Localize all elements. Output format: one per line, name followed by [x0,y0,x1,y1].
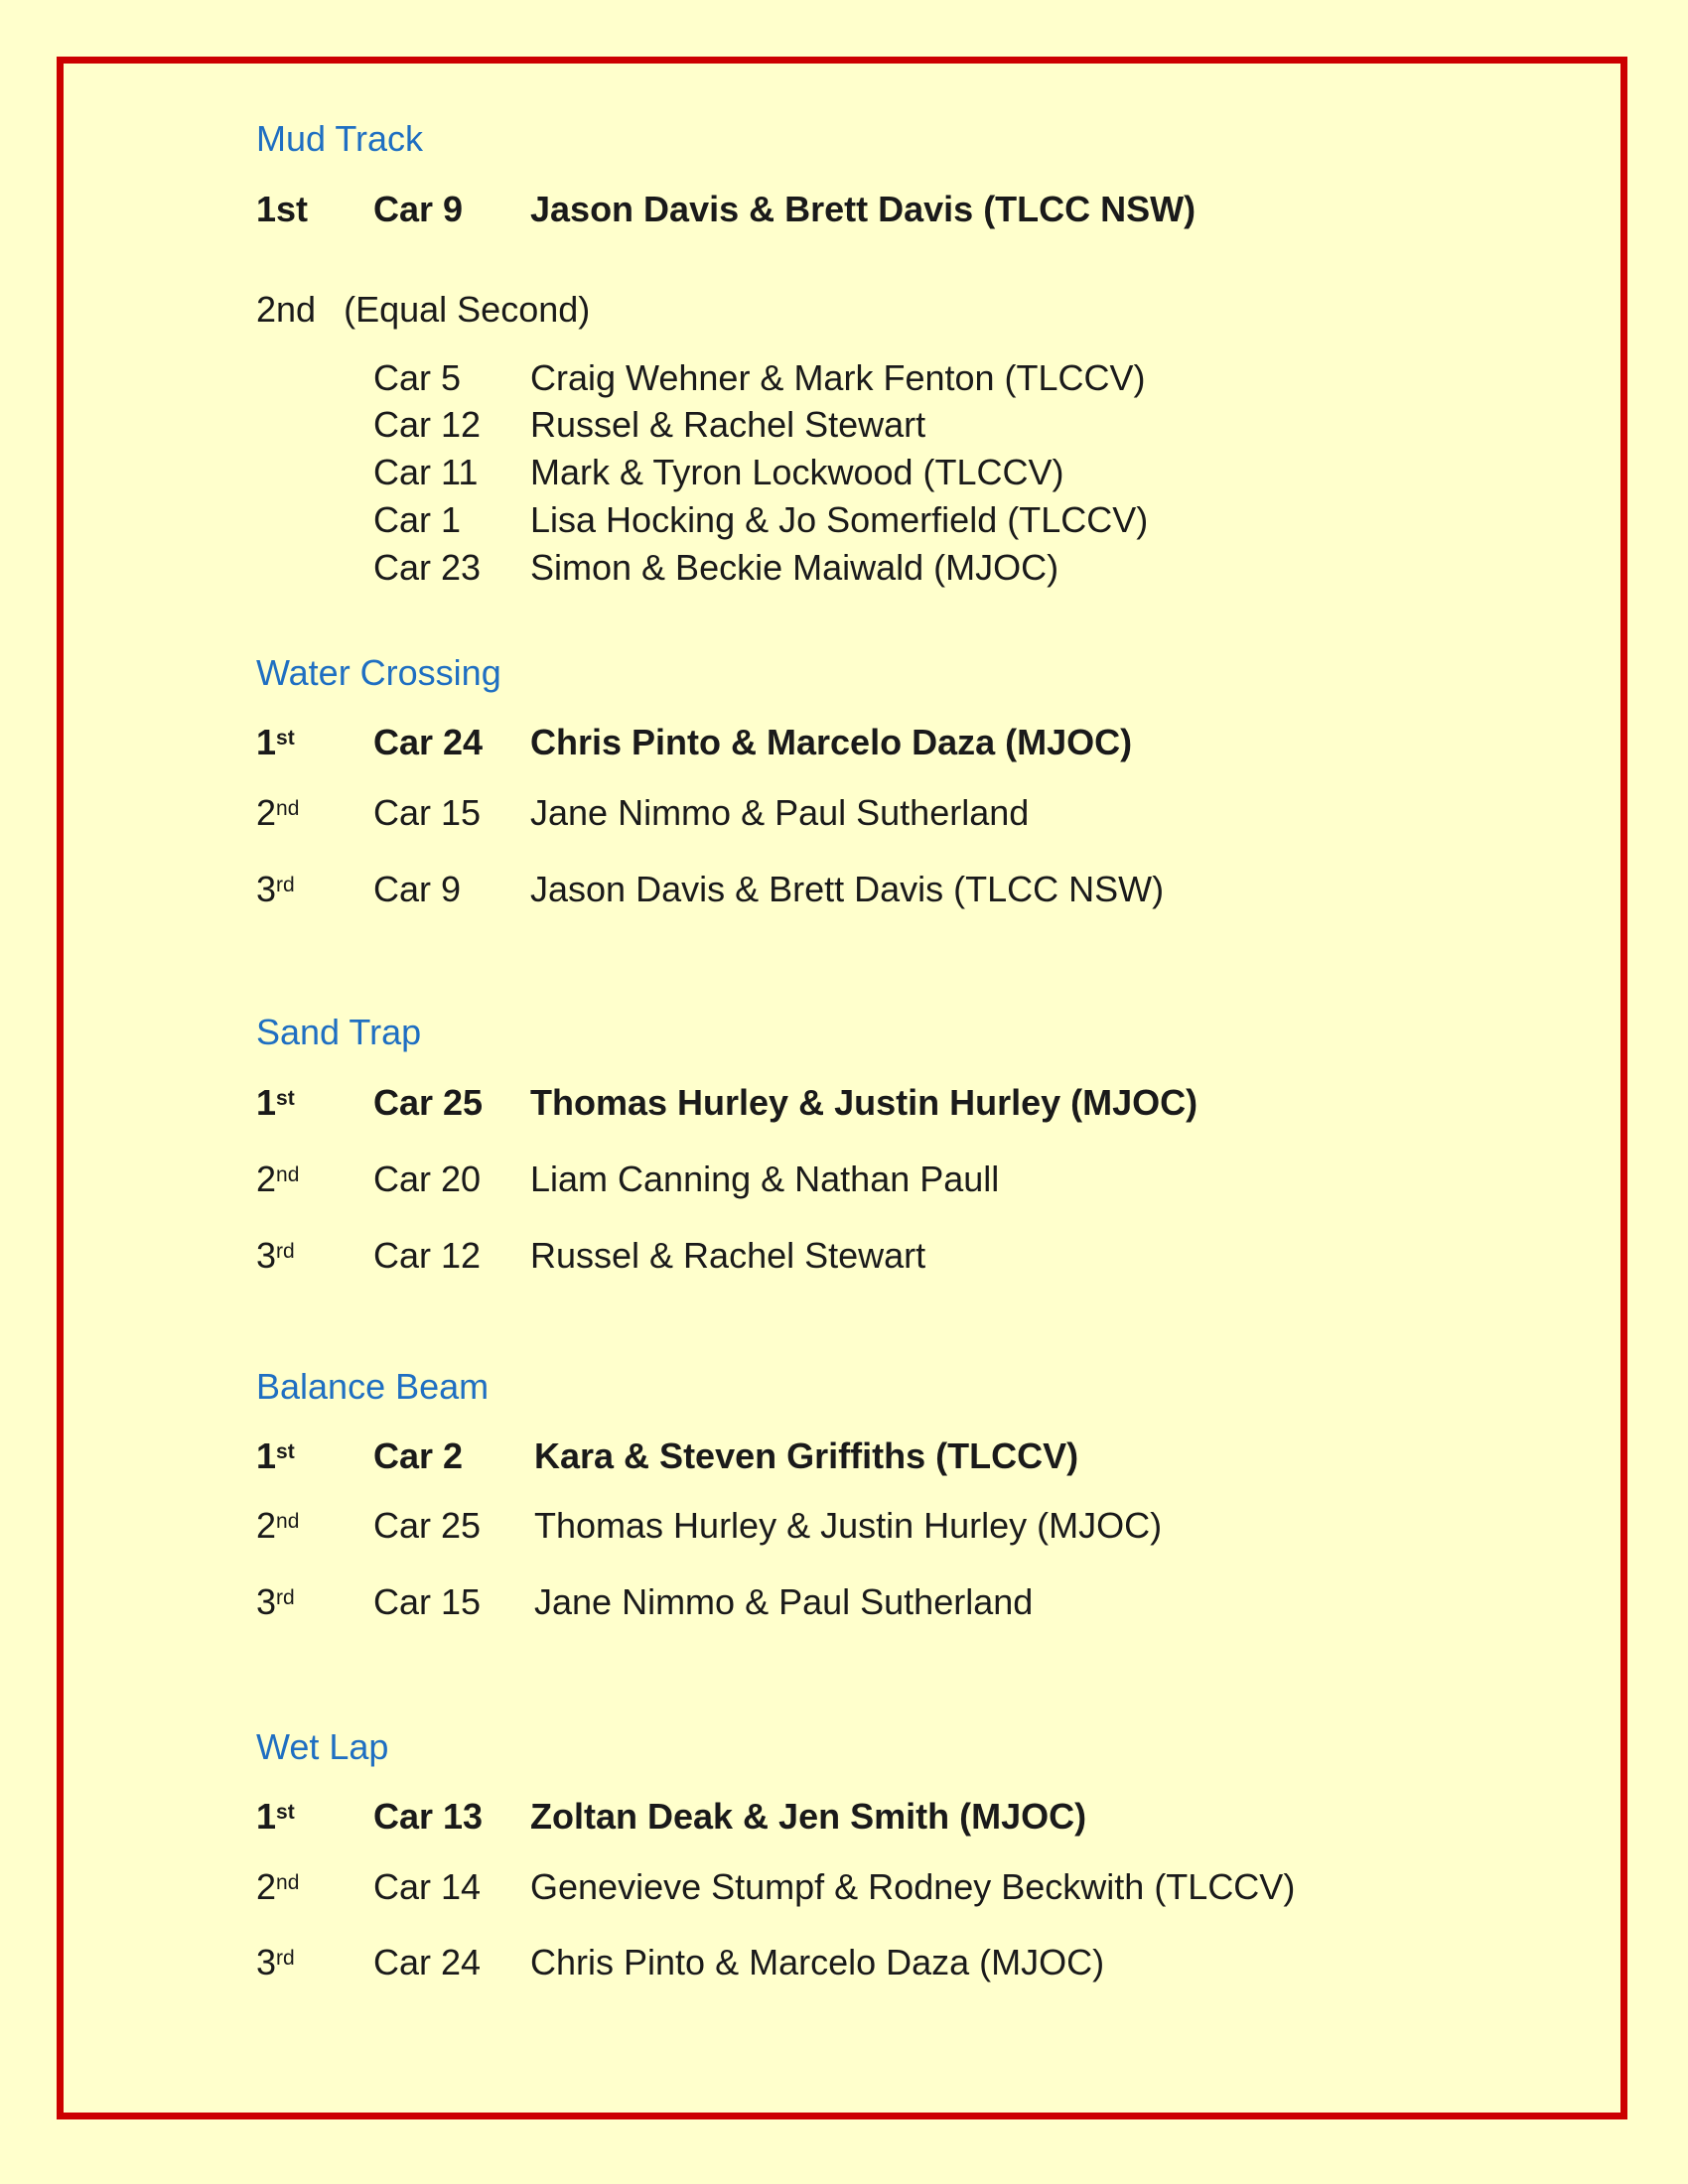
car-number: Car 12 [373,1235,482,1276]
car-number: Car 15 [373,1581,482,1622]
place-label: 1st [256,1082,295,1123]
team-names: Thomas Hurley & Justin Hurley (MJOC) [530,1082,1198,1123]
team-names: Chris Pinto & Marcelo Daza (MJOC) [530,1942,1105,1982]
place-label: 3rd [256,1581,295,1622]
team-names: Craig Wehner & Mark Fenton (TLCCV) [530,357,1146,398]
team-names: Kara & Steven Griffiths (TLCCV) [534,1435,1079,1476]
section-title-wet-lap: Wet Lap [256,1726,389,1767]
equal-second-note: (Equal Second) [344,289,591,330]
car-number: Car 24 [373,722,484,762]
car-number: Car 11 [373,452,479,492]
place-label: 2nd [256,1159,300,1199]
team-names: Simon & Beckie Maiwald (MJOC) [530,547,1059,588]
car-number: Car 24 [373,1942,482,1982]
team-names: Jason Davis & Brett Davis (TLCC NSW) [530,189,1196,229]
car-number: Car 9 [373,869,462,909]
car-number: Car 25 [373,1505,482,1546]
team-names: Liam Canning & Nathan Paull [530,1159,1000,1199]
car-number: Car 20 [373,1159,482,1199]
car-number: Car 23 [373,547,482,588]
place-label: 1st [256,722,295,762]
place-label: 2nd [256,1866,300,1907]
mud-track-second-row [256,290,590,330]
place-label: 1st [256,1435,295,1476]
place-label: 3rd [256,869,295,909]
section-title-balance-beam: Balance Beam [256,1366,490,1407]
place-label: 1st [256,1796,295,1837]
team-names: Mark & Tyron Lockwood (TLCCV) [530,452,1064,492]
car-number: Car 2 [373,1435,464,1476]
section-title-water-crossing: Water Crossing [256,652,501,693]
car-number: Car 15 [373,792,482,833]
car-number: Car 25 [373,1082,484,1123]
car-number: Car 9 [373,189,464,229]
place-label: 1st [256,189,309,229]
team-names: Jane Nimmo & Paul Sutherland [534,1581,1034,1622]
team-names: Chris Pinto & Marcelo Daza (MJOC) [530,722,1133,762]
team-names: Russel & Rachel Stewart [530,404,926,445]
car-number: Car 12 [373,404,482,445]
place-label: 3rd [256,1942,295,1982]
team-names: Genevieve Stumpf & Rodney Beckwith (TLCCV) [530,1866,1296,1907]
section-title-sand-trap: Sand Trap [256,1012,422,1052]
team-names: Lisa Hocking & Jo Somerfield (TLCCV) [530,499,1149,540]
place-label: 2nd [256,289,317,330]
car-number: Car 14 [373,1866,482,1907]
team-names: Russel & Rachel Stewart [530,1235,926,1276]
section-title-mud-track: Mud Track [256,118,424,159]
car-number: Car 13 [373,1796,484,1837]
team-names: Zoltan Deak & Jen Smith (MJOC) [530,1796,1087,1837]
team-names: Thomas Hurley & Justin Hurley (MJOC) [534,1505,1163,1546]
place-label: 2nd [256,1505,300,1546]
car-number: Car 5 [373,357,462,398]
team-names: Jason Davis & Brett Davis (TLCC NSW) [530,869,1165,909]
place-label: 2nd [256,792,300,833]
place-label: 3rd [256,1235,295,1276]
car-number: Car 1 [373,499,462,540]
team-names: Jane Nimmo & Paul Sutherland [530,792,1030,833]
